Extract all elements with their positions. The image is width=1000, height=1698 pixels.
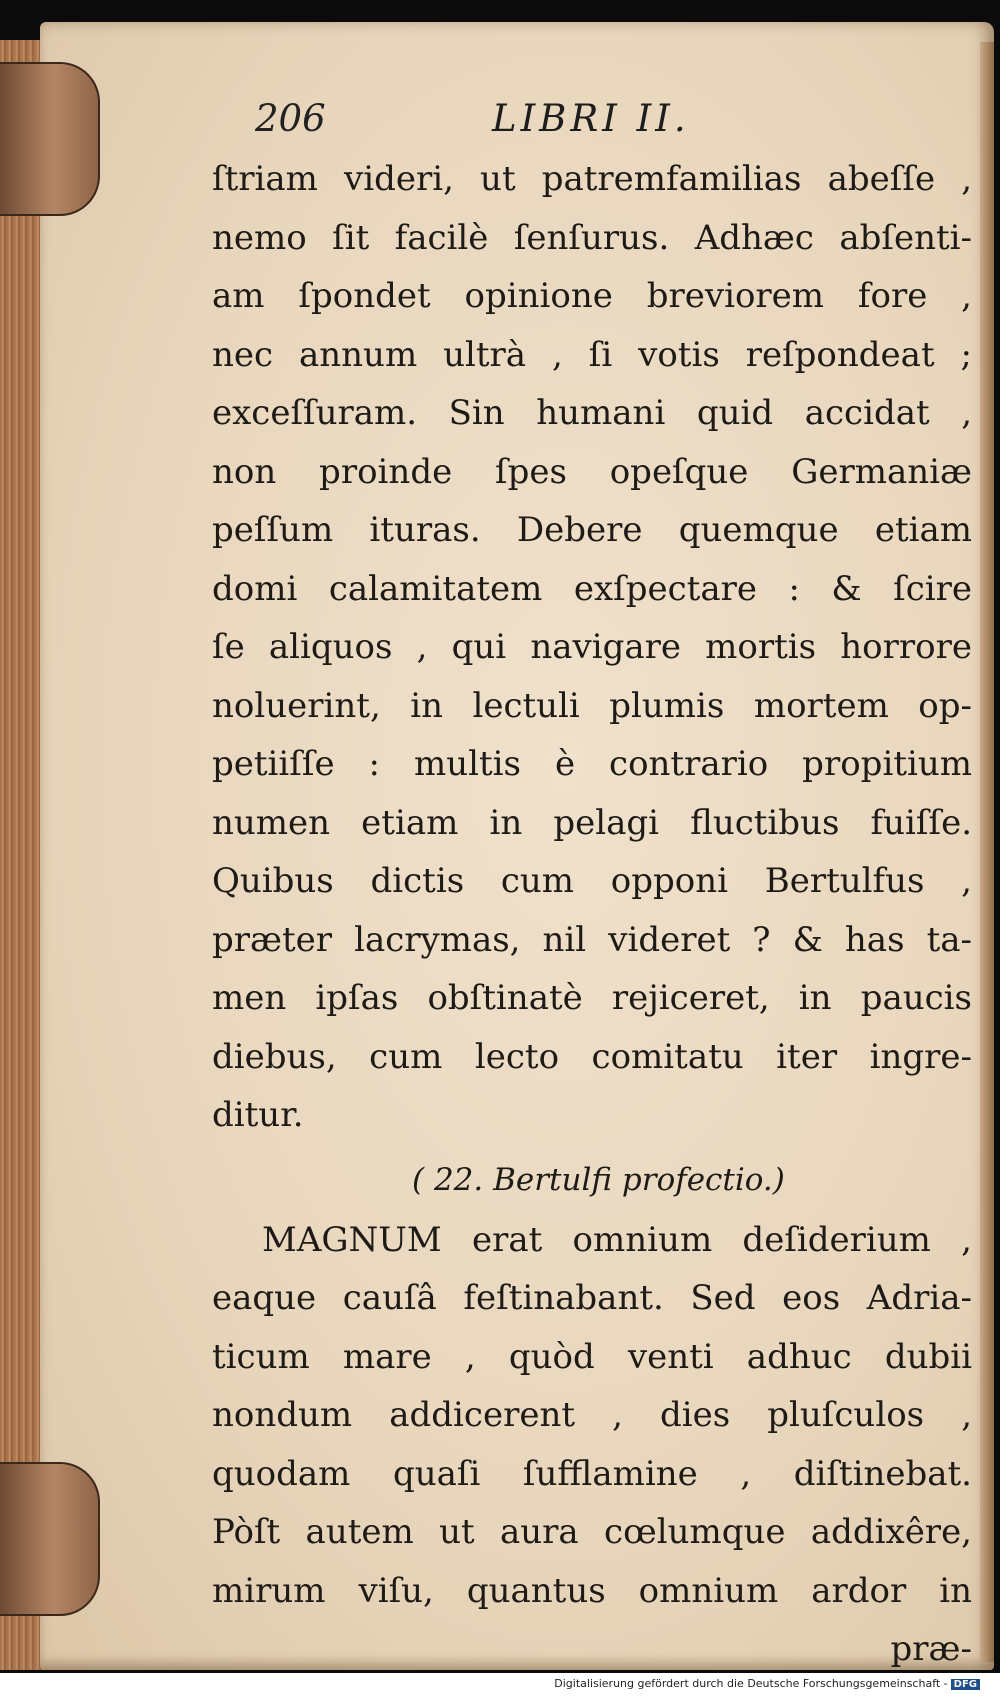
clasp-top — [0, 62, 100, 216]
running-head: LIBRI II. — [492, 97, 690, 140]
text-block — [212, 150, 972, 1679]
text-line: eaque cauſâ feſtinabant. Sed eos Adria- — [212, 1278, 972, 1318]
text-line: peſſum ituras. Debere quemque etiam — [212, 510, 972, 550]
text-line: numen etiam in pelagi fluctibus fuiſſe. — [212, 802, 972, 843]
text-line: ticum mare , quòd venti adhuc dubii — [212, 1336, 972, 1377]
text-line: præter lacrymas, nil videret ? & has ta- — [212, 919, 972, 960]
text-line: exceſſuram. Sin humani quid accidat , — [212, 393, 972, 433]
catchword: præ- — [890, 1629, 972, 1669]
text-line: MAGNUM erat omnium deſiderium , — [262, 1219, 972, 1260]
page-header — [40, 97, 994, 157]
text-line: petiiſſe : multis è contrario propitium — [212, 744, 972, 784]
text-line: Quibus dictis cum opponi Bertulfus , — [212, 861, 972, 901]
text-line: domi calamitatem exſpectare : & ſcire — [212, 568, 972, 609]
credit-text: Digitalisierung gefördert durch die Deutsche Forschungsgemeinschaft - — [554, 1677, 948, 1690]
text-line: Pòſt autem ut aura cœlumque addixêre, — [212, 1512, 972, 1552]
text-line: am ſpondet opinione breviorem fore , — [212, 276, 972, 316]
page-edge — [980, 42, 994, 1662]
book-page — [40, 22, 994, 1670]
digitization-credit — [554, 1677, 980, 1690]
text-line: ſe aliquos , qui navigare mortis horrore — [212, 627, 972, 667]
section-heading: ( 22. Bertulfi profectio.) — [412, 1161, 785, 1198]
clasp-bottom — [0, 1462, 100, 1616]
text-line: men ipſas obſtinatè rejiceret, in paucis — [212, 978, 972, 1018]
text-line: ſtriam videri, ut patremfamilias abeſſe , — [212, 159, 972, 199]
text-line: mirum viſu, quantus omnium ardor in — [212, 1570, 972, 1611]
text-line: ditur. — [212, 1095, 304, 1135]
text-line: nemo ſit facilè ſenſurus. Adhæc abſenti- — [212, 217, 972, 258]
text-line: nec annum ultrà , ſi votis reſpondeat ; — [212, 334, 972, 375]
page-number: 206 — [255, 97, 326, 140]
text-line: diebus, cum lecto comitatu iter ingre- — [212, 1036, 972, 1077]
dfg-logo: DFG — [951, 1679, 980, 1690]
text-line: noluerint, in lectuli plumis mortem op- — [212, 685, 972, 726]
text-line: nondum addicerent , dies pluſculos , — [212, 1395, 972, 1435]
text-line: non proinde ſpes opeſque Germaniæ — [212, 451, 972, 492]
text-line: quodam quaſi ſufflamine , diſtinebat. — [212, 1453, 972, 1494]
